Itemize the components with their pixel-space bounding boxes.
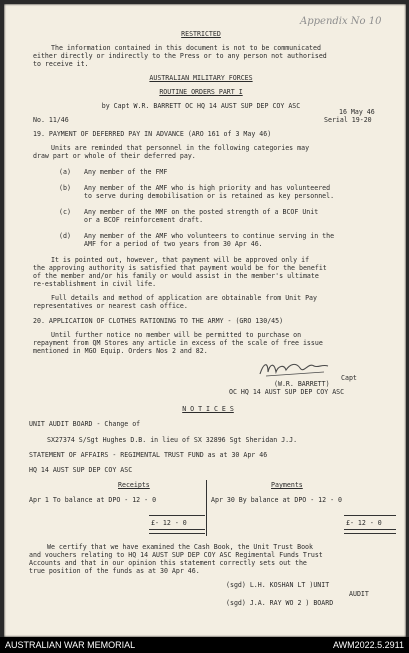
paragraph-line: of the member and/or his family or would assist in the member's ultimate [33, 272, 319, 280]
footer-credit: AUSTRALIAN WAR MEMORIAL [5, 640, 136, 650]
notice-unit: HQ 14 AUST SUP DEP COY ASC [29, 466, 133, 474]
warning-line: to receive it. [33, 60, 89, 68]
paragraph-line: the approving authority is satisfied that payment would be for the benefit [33, 264, 327, 272]
auditor-signature: (sgd) L.H. KOSHAN LT )UNIT [226, 581, 330, 589]
list-item: Any member of the AMF who volunteers to continue serving in the [84, 232, 335, 240]
paragraph-line: re-establishment in civil life. [33, 280, 157, 288]
paragraph-line: Full details and method of application are obtainable from Unit Pay [51, 294, 317, 302]
list-label: (c) [59, 208, 71, 216]
list-item: Any member of the MMF on the posted strength of a BCOF Unit [84, 208, 319, 216]
paragraph-line: Units are reminded that personnel in the following categories may [51, 144, 310, 152]
total-rule [344, 515, 396, 516]
classification: RESTRICTED [181, 30, 221, 38]
double-rule [149, 529, 205, 534]
list-item: AMF for a period of two years from 30 Apr 46. [84, 240, 263, 248]
force-title: AUSTRALIAN MILITARY FORCES [149, 74, 253, 82]
paragraph-line: mentioned in MGO Equip. Orders Nos 2 and 82. [33, 347, 208, 355]
order-number: No. 11/46 [33, 116, 69, 124]
item-19-heading: 19. PAYMENT OF DEFERRED PAY IN ADVANCE (ARO 161 of 3 May 46) [33, 130, 272, 138]
serial: Serial 19-20 [324, 116, 372, 124]
list-item: Any member of the AMF who is high priority and has volunteered [84, 184, 331, 192]
notice-title: STATEMENT OF AFFAIRS - REGIMENTAL TRUST FUND as at 30 Apr 46 [29, 451, 268, 459]
certification-line: and vouchers relating to HQ 14 AUST SUP DEP COY ASC Regimental Funds Trust [29, 551, 323, 559]
list-item: or a BCOF reinforcement draft. [84, 216, 204, 224]
auditor-signature: (sgd) J.A. RAY WO 2 ) BOARD [226, 599, 334, 607]
paragraph-line: representatives or nearest cash office. [33, 302, 188, 310]
payments-heading: Payments [271, 481, 303, 489]
signature-rank: Capt [341, 374, 357, 382]
certification-line: true position of the funds as at 30 Apr 46. [29, 567, 200, 575]
item-20-heading: 20. APPLICATION OF CLOTHES RATIONING TO THE ARMY - (GRO 130/45) [33, 317, 284, 325]
list-item: to serve during demobilisation or is retained as key personnel. [84, 192, 335, 200]
warning-line: either directly or indirectly to the Press or to any person not authorised [33, 52, 327, 60]
receipts-heading: Receipts [118, 481, 150, 489]
payments-total: £- 12 - 0 [346, 519, 382, 527]
warning-line: The information contained in this document is not to be communicated [51, 44, 321, 52]
list-label: (a) [59, 168, 71, 176]
handwritten-signature [256, 358, 332, 380]
double-rule [344, 529, 396, 534]
by-line: by Capt W.R. BARRETT OC HQ 14 AUST SUP DEP COY ASC [101, 102, 301, 110]
certification-line: Accounts and that in our opinion this statement correctly sets out the [29, 559, 307, 567]
receipts-total: £- 12 - 0 [151, 519, 187, 527]
certification-line: We certify that we have examined the Cash Book, the Unit Trust Book [47, 543, 313, 551]
paragraph-line: repayment from QM Stores any article in excess of the scale of free issue [33, 339, 323, 347]
column-divider [206, 480, 207, 536]
list-item: Any member of the FMF [84, 168, 168, 176]
handwritten-annotation: Appendix No 10 [300, 16, 382, 27]
list-label: (b) [59, 184, 71, 192]
notices-heading: N O T I C E S [182, 405, 234, 413]
notice-title: UNIT AUDIT BOARD - Change of [29, 420, 141, 428]
order-date: 16 May 46 [339, 108, 375, 116]
receipt-line: Apr 1 To balance at DPO - 12 - 0 [29, 496, 157, 504]
notice-line: SX27374 S/Sgt Hughes D.B. in lieu of SX 32896 Sgt Sheridan J.J. [47, 436, 298, 444]
document-page [4, 4, 406, 637]
paragraph-line: draw part or whole of their deferred pay. [33, 152, 196, 160]
paragraph-line: Until further notice no member will be permitted to purchase on [51, 331, 302, 339]
signature-name: (W.R. BARRETT) [274, 380, 330, 388]
list-label: (d) [59, 232, 71, 240]
total-rule [149, 515, 205, 516]
footer-accession: AWM2022.5.2911 [332, 640, 404, 650]
payment-line: Apr 30 By balance at DPO - 12 - 0 [211, 496, 343, 504]
signature-unit: OC HQ 14 AUST SUP DEP COY ASC [229, 388, 345, 396]
audit-label: AUDIT [349, 590, 369, 598]
archive-footer [0, 637, 409, 653]
document-title: ROUTINE ORDERS PART I [159, 88, 243, 96]
paragraph-line: It is pointed out, however, that payment will be approved only if [51, 256, 310, 264]
